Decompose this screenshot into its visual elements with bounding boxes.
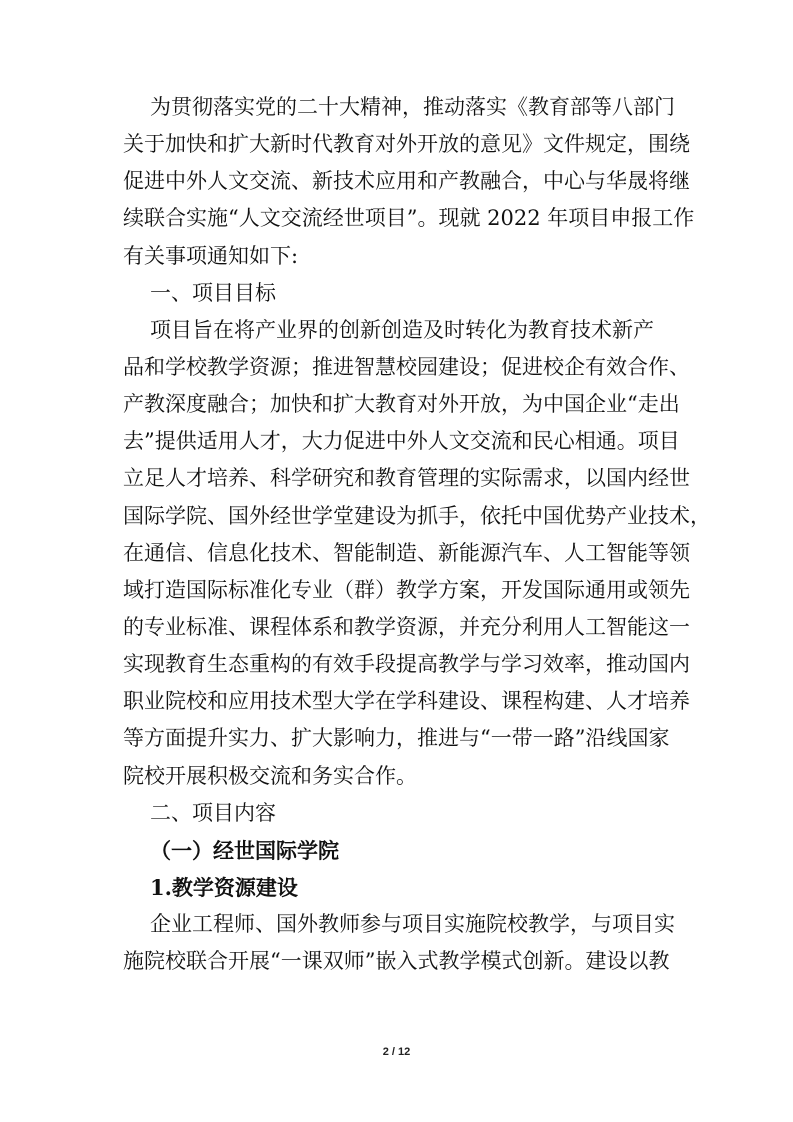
subsection-heading-college: （一）经世国际学院 xyxy=(150,837,339,863)
paragraph-line: 的专业标准、课程体系和教学资源，并充分利用人工智能这一 xyxy=(123,614,690,639)
page-number: 2 / 12 xyxy=(382,1046,411,1058)
paragraph-line: 院校开展积极交流和务实合作。 xyxy=(123,763,417,788)
paragraph-line: 国际学院、国外经世学堂建设为抓手，依托中国优势产业技术， xyxy=(123,503,711,528)
paragraph-line: 续联合实施“人文交流经世项目”。现就 2022 年项目申报工作 xyxy=(123,206,695,231)
paragraph-line: 域打造国际标准化专业（群）教学方案，开发国际通用或领先 xyxy=(123,577,690,602)
paragraph-line: 职业院校和应用技术型大学在学科建设、课程构建、人才培养 xyxy=(123,689,690,714)
paragraph-line: 产教深度融合；加快和扩大教育对外开放，为中国企业“走出 xyxy=(123,392,680,417)
section-heading-goals: 一、项目目标 xyxy=(150,280,276,305)
paragraph-line: 关于加快和扩大新时代教育对外开放的意见》文件规定，围绕 xyxy=(123,132,690,157)
document-body xyxy=(123,89,711,980)
paragraph-line: 施院校联合开展“一课双师”嵌入式教学模式创新。建设以教 xyxy=(123,949,670,974)
subsection-heading-resources: 1.教学资源建设 xyxy=(150,874,298,900)
paragraph-line: 促进中外人文交流、新技术应用和产教融合，中心与华晟将继 xyxy=(123,169,690,194)
paragraph-line: 品和学校教学资源；推进智慧校园建设；促进校企有效合作、 xyxy=(123,354,690,379)
paragraph-line: 项目旨在将产业界的创新创造及时转化为教育技术新产 xyxy=(150,317,654,342)
paragraph-line: 在通信、信息化技术、智能制造、新能源汽车、人工智能等领 xyxy=(123,540,690,565)
paragraph-line: 去”提供适用人才，大力促进中外人文交流和民心相通。项目 xyxy=(123,429,680,454)
paragraph-line: 实现教育生态重构的有效手段提高教学与学习效率，推动国内 xyxy=(123,652,690,677)
paragraph-line: 等方面提升实力、扩大影响力，推进与“一带一路”沿线国家 xyxy=(123,726,670,751)
paragraph-line: 企业工程师、国外教师参与项目实施院校教学，与项目实 xyxy=(150,912,675,937)
section-heading-content: 二、项目内容 xyxy=(150,800,276,825)
paragraph-line: 有关事项通知如下: xyxy=(123,243,299,268)
paragraph-line: 为贯彻落实党的二十大精神，推动落实《教育部等八部门 xyxy=(150,95,675,119)
paragraph-line: 立足人才培养、科学研究和教育管理的实际需求，以国内经世 xyxy=(123,466,690,491)
